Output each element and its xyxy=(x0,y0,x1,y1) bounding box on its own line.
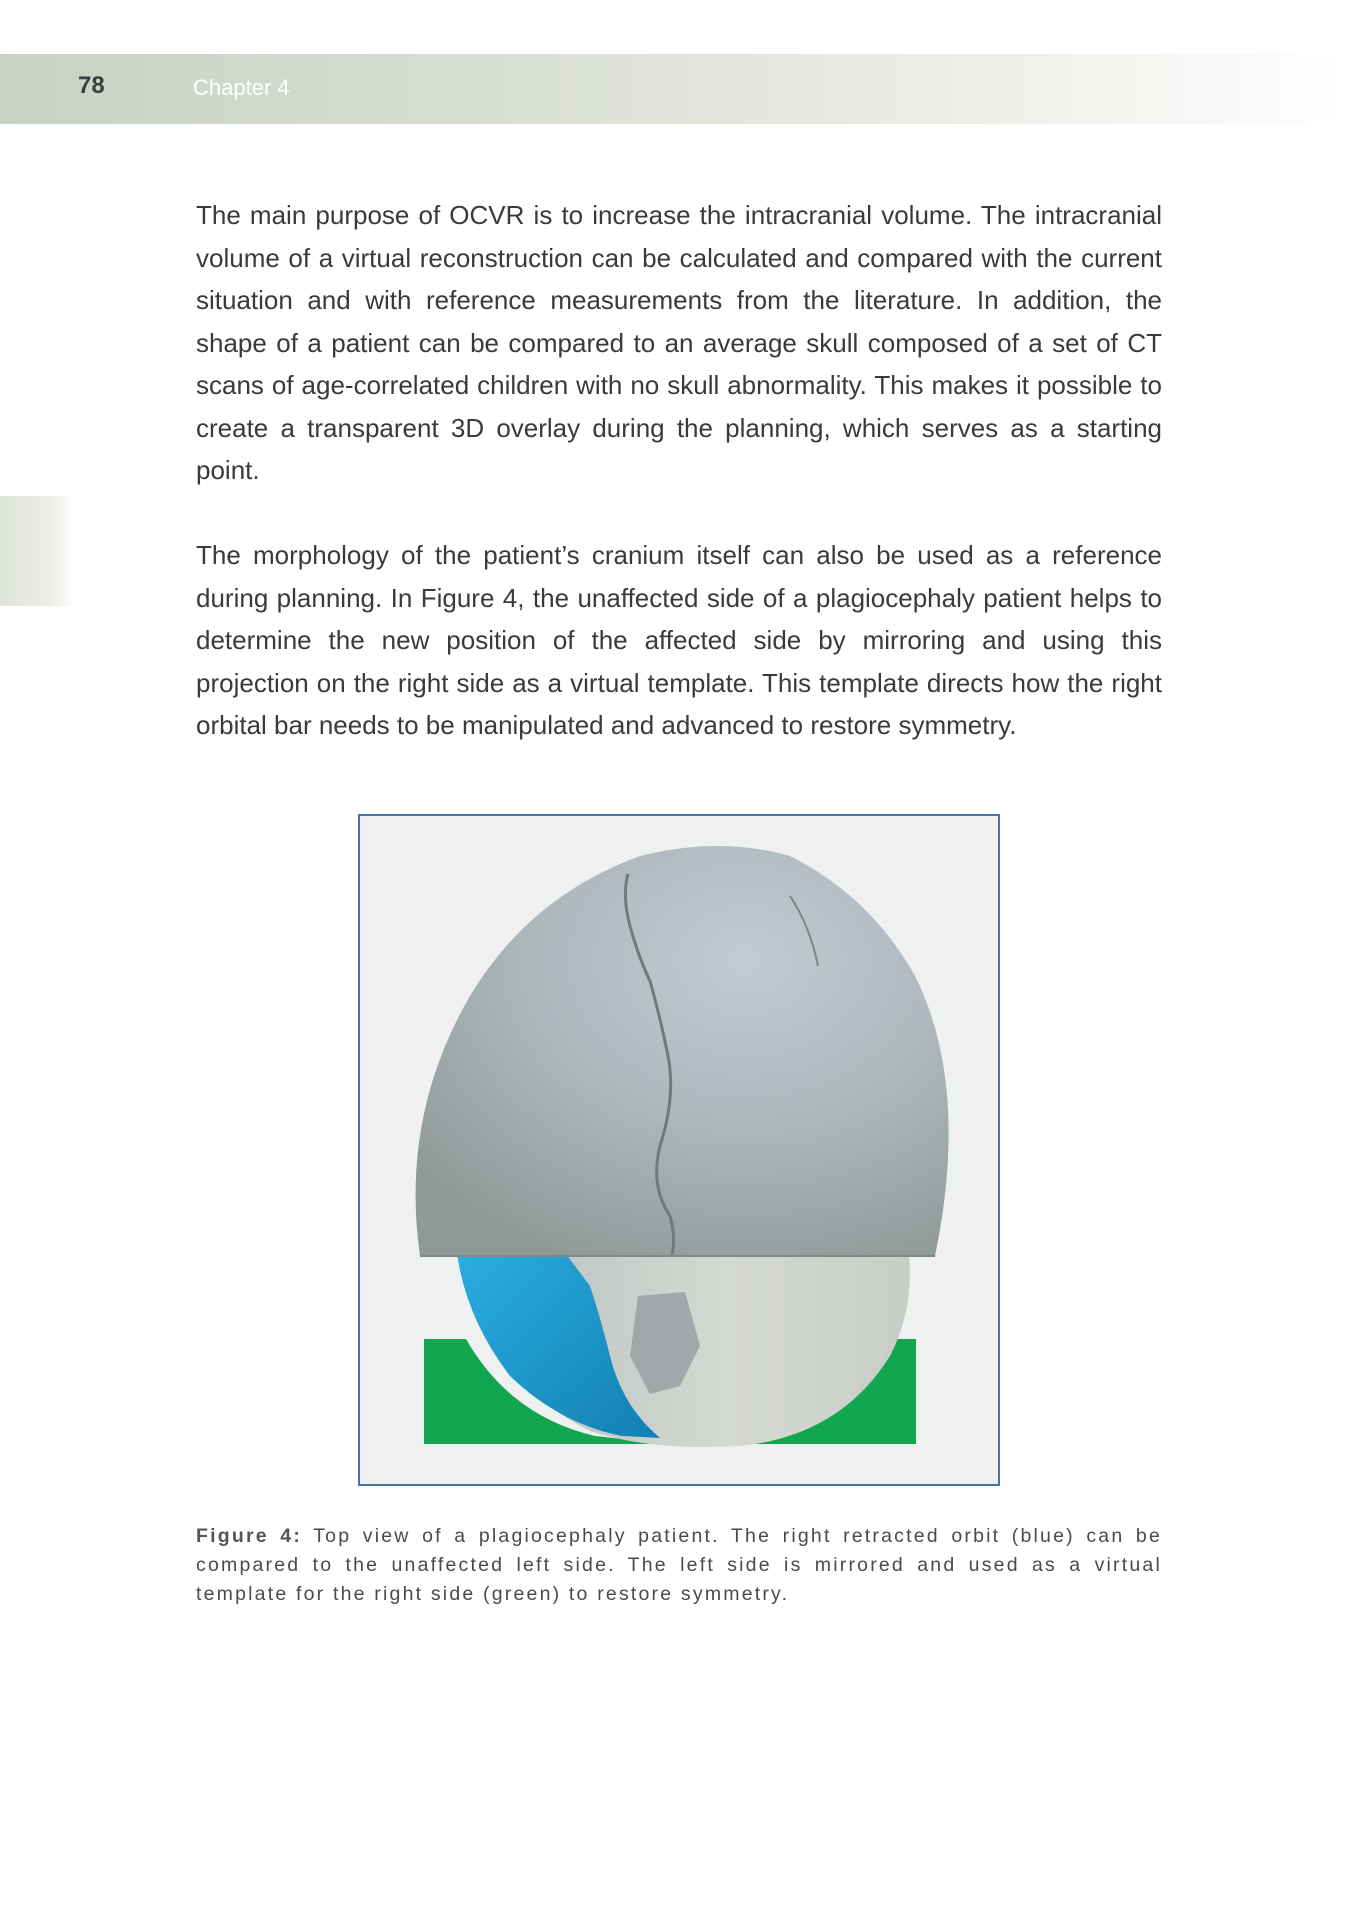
caption-text: Top view of a plagiocephaly patient. The right retracted orbit (blue) can be compared to the unaffected left side. The left side is mirrored and used as a virtual template for the right side (green) to restore symmetry. xyxy=(196,1525,1162,1605)
figure-4-image xyxy=(358,814,1000,1486)
paragraph-2: The morphology of the patient’s cranium itself can also be used as a reference during planning. In Figure 4, the unaffected side of a plagiocephaly patient helps to determine the new position of the affected side by mirroring and using this projection on the right side as a virtual template. This template directs how the right orbital bar needs to be manipulated and advanced to restore symmetry. xyxy=(196,540,1162,740)
skull-dome xyxy=(416,846,949,1256)
caption-label: Figure 4: xyxy=(196,1525,303,1547)
chapter-label: Chapter 4 xyxy=(193,75,290,100)
paragraph-1: The main purpose of OCVR is to increase the intracranial volume. The intracranial volume of a virtual reconstruction can be calculated and compared with the current situation and with reference measurements from the literature. In addition, the shape of a patient can be compared to an average skull composed of a set of CT scans of age-correlated children with no skull abnormality. This makes it possible to create a transparent 3D overlay during the planning, which serves as a starting point. xyxy=(196,200,1162,485)
figure-caption xyxy=(196,1522,1162,1609)
skull-top-view-illustration xyxy=(360,816,998,1484)
body-text xyxy=(196,194,1162,789)
page-number: 78 xyxy=(78,72,105,99)
side-thumb-tab xyxy=(0,496,74,606)
